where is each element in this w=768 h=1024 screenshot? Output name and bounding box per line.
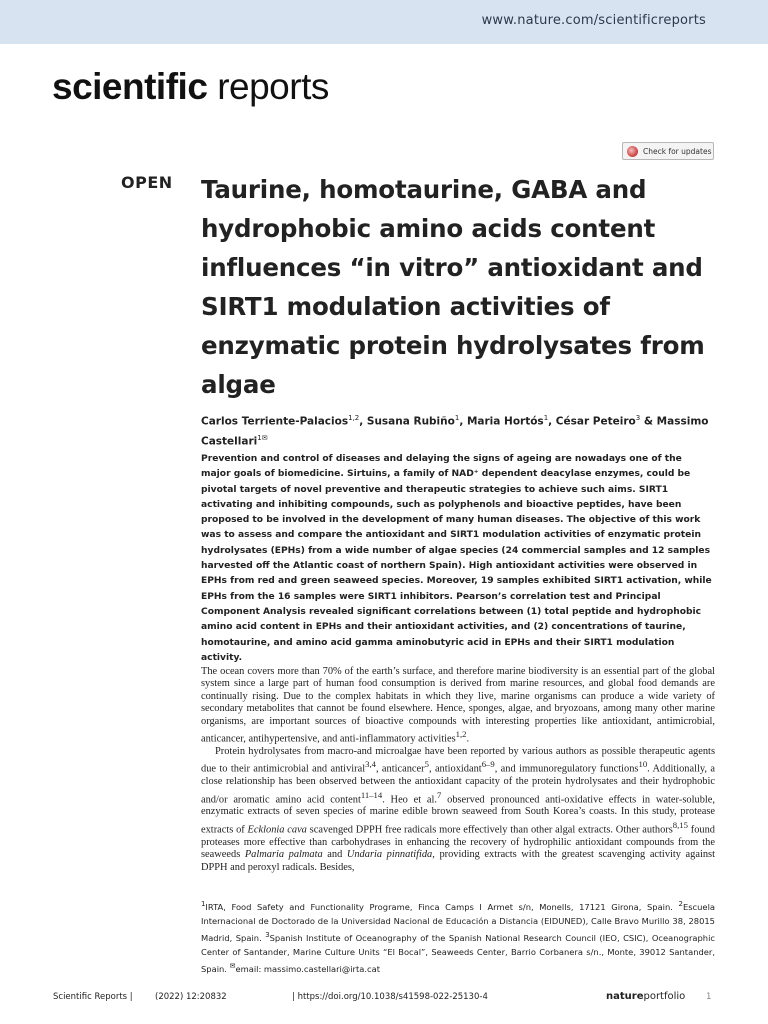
page-number: 1 — [706, 992, 712, 1002]
check-updates-button[interactable] — [622, 142, 714, 160]
browser-url-bar — [0, 0, 768, 44]
nature-portfolio-logo — [606, 991, 685, 1002]
journal-logo — [52, 66, 329, 108]
journal-url[interactable]: www.nature.com/scientificreports — [481, 13, 706, 28]
abstract: Prevention and control of diseases and delaying the signs of ageing are nowadays one of the major goals of biomedicine. Sirtuins, a family of NAD⁺ dependent deacylase enzymes, could be pivotal targets of novel preventive and therapeutic strategies to achieve such aims. SIRT1 activating and inhibiting compounds, such as polyphenols and bioactive peptides, have been proposed to be involved in the development of many human diseases. The objective of this work was to assess and compare the antioxidant and SIRT1 modulation activities of enzymatic protein hydrolysates (EPHs) from a wide number of algae species (24 commercial samples and 12 samples harvested off the Atlantic coast of northern Spain). High antioxidant activities were observed in EPHs from red and green seaweed species. Moreover, 19 samples exhibited SIRT1 activation, while EPHs from the 16 samples were SIRT1 inhibitors. Pearson’s correlation test and Principal Component Analysis revealed significant correlations between (1) total peptide and hydrophobic amino acid content in EPHs and their antioxidant activities, and (2) concentrations of taurine, homotaurine, and amino acid gamma aminobutyric acid in EPHs and their SIRT1 modulation activity. — [201, 454, 712, 663]
body-paragraph: The ocean covers more than 70% of the earth’s surface, and therefore marine biodiversity is an essential part of the global system since a large part of human food consumption is derived from marine resources, and global food demands are continually rising. Due to the complex habitats in which they live, marine organisms can produce a wide variety of secondary metabolites that cannot be found elsewhere. Hence, sponges, algae, and bryozoans, among many other marine organisms, are important sources of bioactive compounds with interesting properties like antioxidant, antimicrobial, anticancer, antihypertensive, and anti‑inflammatory activities$^{1,2}$. — [201, 666, 715, 745]
body-paragraph: Protein hydrolysates from macro‑and microalgae have been reported by various authors as possible therapeutic agents due to their antimicrobial and antiviral$^{3,4}$, anticancer$^5$, antioxidant$^{6-9}$, and immunoregulatory functions$^{10}$. Additionally, a close relationship has been observed between the antioxidant capacity of the protein hydrolysates and their hydrophobic and/or aromatic amino acid content$^{11-14}$. Heo et al.$^7$ observed pronounced anti‑oxidative effects in water‑soluble, enzymatic extracts of seven species of marine edible brown seaweed from South Korea’s coasts. In this study, protease extracts of Ecklonia cava scavenged DPPH free radicals more effectively than other algal extracts. Other authors$^{8,15}$ found proteases more effective than carbohydrases in enhancing the recovery of hydrophilic antioxidant compounds from the seaweeds Palmaria palmata and Undaria pinnatifida, providing extracts with the greatest scavenging activity against DPPH and peroxyl radicals. Besides, — [201, 745, 716, 873]
journal-name-bold: scientific — [52, 66, 208, 107]
journal-name-light: reports — [217, 66, 329, 107]
footer-volume: (2022) 12:20832 — [155, 992, 227, 1002]
affiliations: $^1$IRTA, Food Safety and Functionality Programe, Finca Camps I Armet s/n, Monells, 17121 Girona, Spain. $^2$Escuela Internacional de Doctorado de la Universidad Nacional de Educación a Distancia (EIDUNED), Calle Bravo Murillo 38, 28015 Madrid, Spain. $^3$Spanish Institute of Oceanography of the Spanish National Research Council (IEO, CSIC), Oceanographic Center of Santander, Marine Culture Units “El Bocal”, Seaweeds Center, Barrio Corbanera s/n., Monte, 39012 Santander, Spain. ✉email: massimo.castellari@irta.cat — [201, 900, 715, 974]
footer-doi-link[interactable]: | https://doi.org/10.1038/s41598-022-25130-4 — [292, 992, 488, 1002]
brand-light: portfolio — [643, 991, 686, 1002]
article-title: Taurine, homotaurine, GABA and hydrophobic amino acids content influences “in vitro” antioxidant and SIRT1 modulation activities of enzymatic protein hydrolysates from algae — [201, 175, 705, 399]
author-list: Carlos Terriente‑Palacios$^{1,2}$, Susana Rubiño$^1$, Maria Hortós$^1$, César Peteiro$^3$ & Massimo Castellari$^{1✉}$ — [201, 414, 709, 447]
page-footer — [0, 992, 768, 1008]
body-text — [201, 666, 715, 874]
open-access-label: OPEN — [121, 173, 173, 192]
brand-bold: nature — [606, 991, 644, 1002]
check-updates-label: Check for updates — [643, 146, 712, 156]
crossmark-icon — [627, 146, 638, 157]
footer-journal: Scientific Reports | — [53, 992, 133, 1002]
